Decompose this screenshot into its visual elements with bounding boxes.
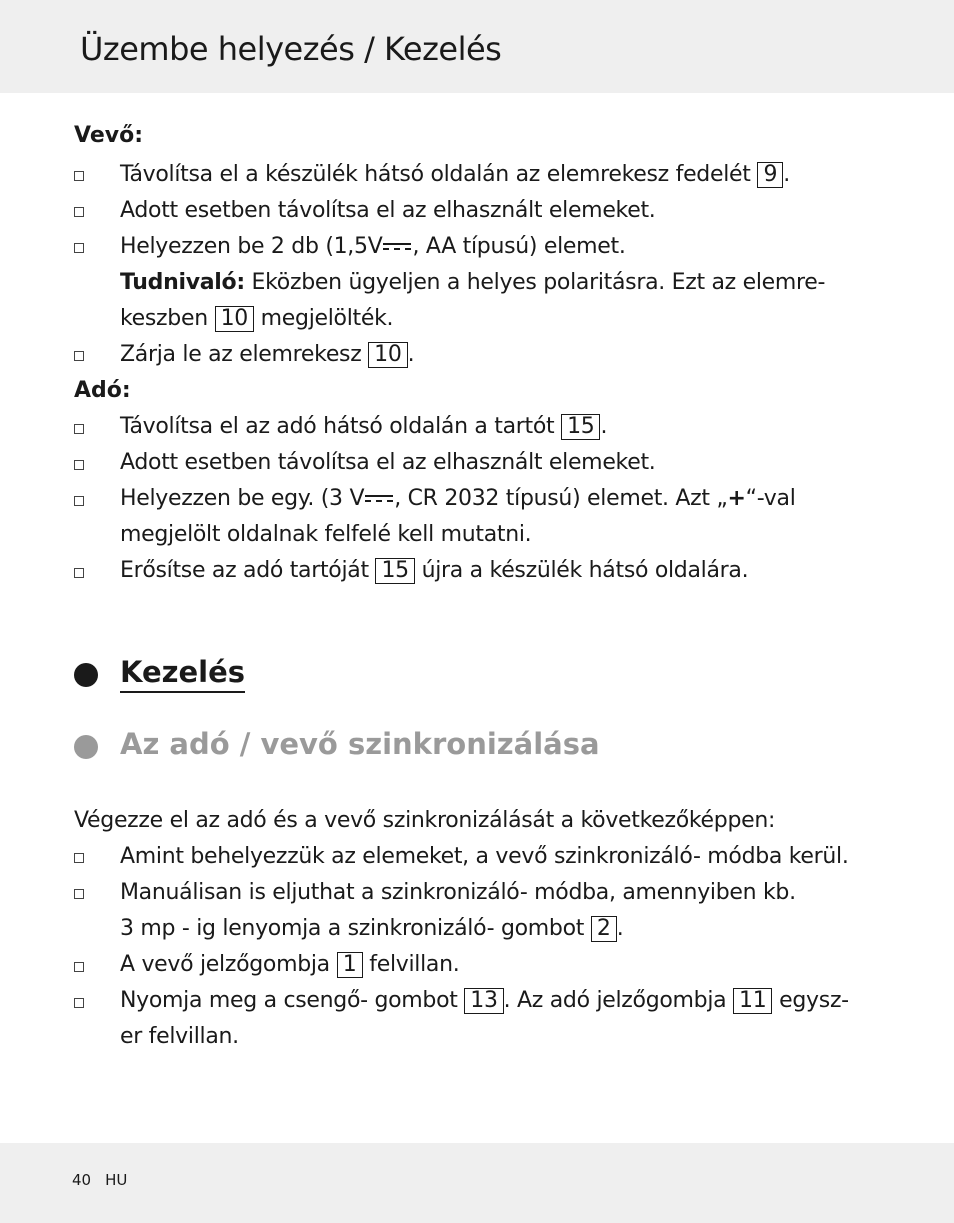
step-text: “-val: [745, 486, 796, 511]
bullet-icon: [74, 207, 84, 217]
step-text: 3 mp - ig lenyomja a szinkronizáló- gombot: [120, 916, 585, 941]
bullet-icon: [74, 351, 84, 361]
step-text: . Az adó jelzőgombja: [503, 988, 727, 1013]
step-text: A vevő jelzőgombja: [120, 952, 330, 977]
bullet-icon: [74, 962, 84, 972]
footer: [72, 1171, 127, 1189]
step-text: Helyezzen be egy. (3 V: [120, 486, 365, 511]
step-text: , AA típusú) elemet.: [412, 234, 626, 259]
step-text: Erősítse az adó tartóját: [120, 558, 369, 583]
note-text: Eközben ügyeljen a helyes polaritásra. Ezt az elemre-: [244, 270, 826, 295]
note-text: keszben: [120, 306, 208, 331]
step-text: .: [407, 342, 415, 367]
receiver-step-1: [120, 161, 790, 189]
section-bullet-icon: [74, 735, 98, 759]
note-text: megjelölték.: [260, 306, 394, 331]
sync-step-2: Manuálisan is eljuthat a szinkronizáló- módba, amennyiben kb.: [120, 880, 796, 905]
part-ref: 10: [215, 306, 254, 332]
step-text: , CR 2032 típusú) elemet. Azt „: [394, 486, 728, 511]
bullet-icon: [74, 424, 84, 434]
step-text: .: [783, 162, 790, 187]
dc-symbol-icon: [383, 242, 411, 252]
sync-step-3: [120, 951, 459, 979]
step-text: felvillan.: [369, 952, 460, 977]
receiver-step-3: [120, 233, 626, 261]
language-code: HU: [105, 1171, 128, 1189]
step-text: egysz-: [779, 988, 849, 1013]
bullet-icon: [74, 171, 84, 181]
sync-step-2-line-2: [120, 915, 623, 943]
part-ref: 2: [591, 916, 617, 942]
bullet-icon: [74, 853, 84, 863]
section-title-operation: Kezelés: [120, 655, 245, 693]
footer-band: [0, 1143, 954, 1223]
step-text: .: [616, 916, 624, 941]
bullet-icon: [74, 889, 84, 899]
transmitter-heading: Adó:: [74, 378, 131, 403]
step-text: Távolítsa el a készülék hátsó oldalán az elemrekesz fedelét: [120, 162, 751, 187]
note-label: Tudnivaló:: [120, 270, 245, 295]
step-text: Nyomja meg a csengő- gombot: [120, 988, 458, 1013]
transmitter-step-1: [120, 413, 607, 441]
part-ref: 1: [337, 952, 363, 978]
section-title-sync: Az adó / vevő szinkronizálása: [120, 727, 600, 761]
transmitter-step-3: [120, 485, 796, 513]
step-text: újra a készülék hátsó oldalára.: [421, 558, 749, 583]
step-text: .: [600, 414, 608, 439]
sync-step-4-line-2: er felvillan.: [120, 1024, 239, 1049]
receiver-step-4: [120, 341, 414, 369]
sync-step-1: Amint behelyezzük az elemeket, a vevő szinkronizáló- módba kerül.: [120, 844, 849, 869]
step-text: Zárja le az elemrekesz: [120, 342, 362, 367]
page-number: 40: [72, 1171, 92, 1189]
bullet-icon: [74, 460, 84, 470]
receiver-note-line-2: [120, 305, 393, 333]
sync-intro: Végezze el az adó és a vevő szinkronizálását a következőképpen:: [74, 808, 776, 833]
part-ref: 15: [375, 558, 414, 584]
page-title: Üzembe helyezés / Kezelés: [80, 30, 502, 68]
transmitter-step-3-line-2: megjelölt oldalnak felfelé kell mutatni.: [120, 522, 532, 547]
dc-symbol-icon: [365, 494, 393, 504]
bullet-icon: [74, 243, 84, 253]
plus-symbol: +: [727, 486, 746, 511]
bullet-icon: [74, 496, 84, 506]
bullet-icon: [74, 568, 84, 578]
sync-step-4: [120, 987, 849, 1015]
bullet-icon: [74, 998, 84, 1008]
part-ref: 15: [561, 414, 600, 440]
part-ref: 9: [757, 162, 783, 188]
transmitter-step-4: [120, 557, 748, 585]
step-text: Helyezzen be 2 db (1,5V: [120, 234, 383, 259]
part-ref: 10: [368, 342, 407, 368]
step-text: Távolítsa el az adó hátsó oldalán a tartót: [120, 414, 555, 439]
receiver-step-2: Adott esetben távolítsa el az elhasznált elemeket.: [120, 198, 656, 223]
section-bullet-icon: [74, 663, 98, 687]
part-ref: 13: [464, 988, 503, 1014]
receiver-heading: Vevő:: [74, 123, 143, 148]
receiver-note: [120, 269, 825, 297]
part-ref: 11: [733, 988, 772, 1014]
transmitter-step-2: Adott esetben távolítsa el az elhasznált elemeket.: [120, 450, 656, 475]
